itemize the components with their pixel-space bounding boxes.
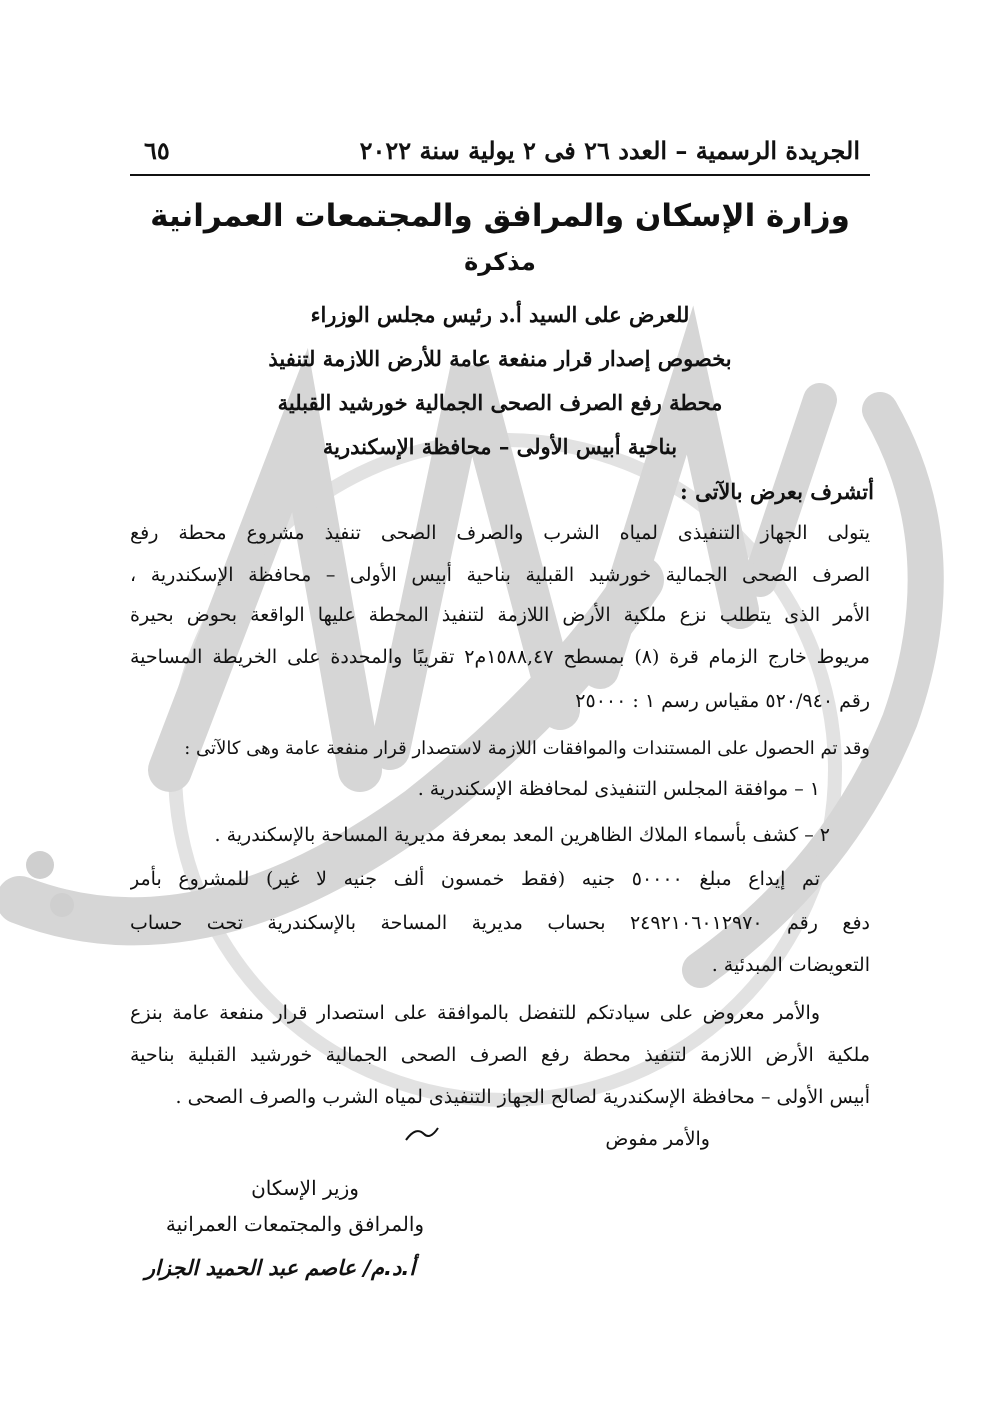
signature-title: والمرافق والمجتمعات العمرانية bbox=[165, 1212, 425, 1236]
body-line: ملكية الأرض اللازمة لتنفيذ محطة رفع الصرف الصحى الجمالية خورشيد القبلية بناحية bbox=[130, 1044, 870, 1066]
subject-line: محطة رفع الصرف الصحى الجمالية خورشيد القبلية bbox=[277, 390, 723, 415]
memo-title: مذكرة bbox=[464, 248, 536, 276]
body-line: أبيس الأولى – محافظة الإسكندرية لصالح الجهاز التنفيذى لمياه الشرب والصرف الصحى . bbox=[175, 1086, 870, 1108]
signature-title: وزير الإسكان bbox=[251, 1176, 359, 1200]
page-header bbox=[130, 128, 870, 176]
subject-line: بخصوص إصدار قرار منفعة عامة للأرض اللازمة لتنفيذ bbox=[268, 346, 732, 371]
subject-line: للعرض على السيد أ.د رئيس مجلس الوزراء bbox=[310, 302, 690, 327]
signature-name: أ.د.م/ عاصم عبد الحميد الجزار bbox=[144, 1256, 416, 1280]
body-line: والأمر معروض على سيادتكم للتفضل بالموافقة على استصدار قرار منفعة عامة بنزع bbox=[130, 1002, 820, 1024]
handwritten-initials-icon bbox=[402, 1122, 442, 1148]
body-line: مريوط خارج الزمام قرة (٨) بمسطح ١٥٨٨,٤٧م٢ تقريبًا والمحددة على الخريطة المساحية bbox=[130, 646, 870, 668]
closing-line: والأمر مفوض bbox=[605, 1128, 710, 1150]
body-line: الصرف الصحى الجمالية خورشيد القبلية بناحية أبيس الأولى – محافظة الإسكندرية ، bbox=[130, 564, 870, 586]
body-line: تم إيداع مبلغ ٥٠٠٠٠ جنيه (فقط خمسون ألف جنيه لا غير) للمشروع بأمر bbox=[130, 868, 820, 890]
body-line: يتولى الجهاز التنفيذى لمياه الشرب والصرف الصحى تنفيذ مشروع محطة رفع bbox=[130, 522, 870, 544]
greeting: أتشرف بعرض بالآتى : bbox=[680, 479, 874, 504]
gazette-issue: الجريدة الرسمية – العدد ٢٦ فى ٢ يولية سنة ٢٠٢٢ bbox=[359, 136, 860, 165]
subject-line: بناحية أبيس الأولى – محافظة الإسكندرية bbox=[322, 434, 678, 459]
list-item: ٢ – كشف بأسماء الملاك الظاهرين المعد بمعرفة مديرية المساحة بالإسكندرية . bbox=[214, 824, 830, 846]
ministry-title: وزارة الإسكان والمرافق والمجتمعات العمرانية bbox=[150, 198, 850, 234]
list-item: ١ – موافقة المجلس التنفيذى لمحافظة الإسكندرية . bbox=[417, 778, 820, 800]
body-line: وقد تم الحصول على المستندات والموافقات اللازمة لاستصدار قرار منفعة عامة وهى كالآتى : bbox=[184, 738, 870, 759]
body-line: الأمر الذى يتطلب نزع ملكية الأرض اللازمة لتنفيذ المحطة عليها الواقعة بحوض بحيرة bbox=[130, 604, 870, 626]
page-number: ٦٥ bbox=[144, 136, 170, 165]
body-line: دفع رقم ٢٤٩٢١٠٦٠١٢٩٧٠ بحساب مديرية المساحة بالإسكندرية تحت حساب bbox=[130, 912, 870, 934]
body-line: رقم ٥٢٠/٩٤٠ مقياس رسم ١ : ٢٥٠٠٠ bbox=[575, 690, 870, 712]
body-line: التعويضات المبدئية . bbox=[711, 954, 870, 976]
